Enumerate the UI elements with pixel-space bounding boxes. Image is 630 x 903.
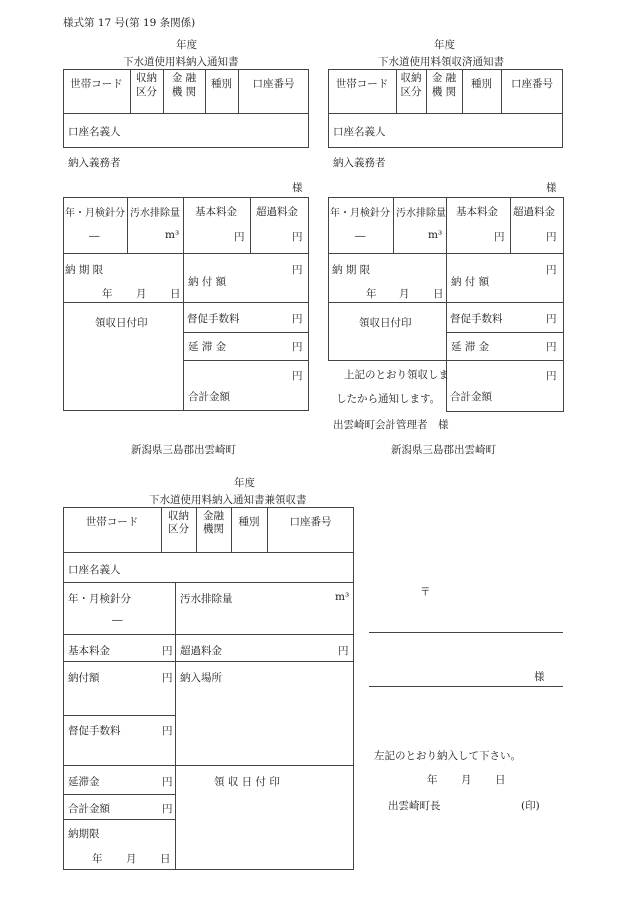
bottom-year-unit: 年 [92,853,103,865]
bottom-koza-label: 口座番号 [289,516,332,528]
left-shuno-label: 収納 [136,72,157,84]
bottom-gokei-yen: 円 [162,803,173,815]
right-ym-label: 年・月検針分 [330,208,390,219]
seal-mark: (印) [521,800,540,812]
address-year-unit: 年 [427,774,438,786]
right-title: 下水道使用料領収済通知書 [378,56,504,68]
left-kin-label: 金 融 [171,72,197,84]
right-day-unit: 日 [433,288,444,300]
left-entai-yen: 円 [292,341,303,353]
left-nofu-label: 納 付 額 [188,276,227,288]
right-kin-label: 金 融 [431,72,457,84]
left-kikan-label: 機 関 [171,86,197,98]
bottom-ym-label: 年・月検針分 [68,593,131,605]
left-choka-yen: 円 [292,231,303,243]
bottom-kubun-label: 区分 [168,523,189,535]
bottom-kikan-label: 機関 [203,523,224,535]
address-day-unit: 日 [495,774,506,786]
right-choka-label: 超過料金 [513,206,555,218]
right-meigi-label: 口座名義人 [333,126,386,138]
left-setai-label: 世帯コード [70,78,123,90]
right-gokei-label: 合計金額 [450,391,492,403]
right-entai-yen: 円 [546,341,557,353]
left-tokusoku-yen: 円 [292,313,303,325]
right-m3-unit: m³ [428,229,443,241]
postal-mark: 〒 [420,586,431,598]
right-kubun-label: 区分 [400,86,422,98]
bottom-nofu-yen: 円 [162,672,173,684]
right-tokusoku-yen: 円 [546,313,557,325]
bottom-day-unit: 日 [160,853,171,865]
bottom-entai-label: 延滞金 [68,776,100,788]
right-year-unit: 年 [366,288,377,300]
left-koza-label: 口座番号 [252,78,295,90]
left-meigi-label: 口座名義人 [68,126,121,138]
left-sama: 様 [292,182,303,194]
right-tokusoku-label: 督促手数料 [450,313,503,325]
left-kihon-yen: 円 [234,231,245,243]
left-ryoshu-label: 領収日付印 [95,317,148,329]
bottom-kinyu-label: 金融 [203,510,224,522]
bottom-basho-label: 納入場所 [180,672,222,684]
right-kihon-yen: 円 [494,231,505,243]
right-year: 年度 [434,39,455,51]
left-year-unit: 年 [102,288,113,300]
bottom-setai-label: 世帯コード [85,516,139,528]
right-note-line1: 上記のとおり領収しま [344,369,449,381]
right-gimusha-label: 納入義務者 [333,157,386,169]
bottom-choka-yen: 円 [338,645,349,657]
right-kikan-label: 機 関 [431,86,457,98]
bottom-kihon-yen: 円 [162,645,173,657]
bottom-tokusoku-label: 督促手数料 [68,725,121,737]
bottom-meigi-label: 口座名義人 [68,564,121,576]
address-line [369,632,563,633]
left-day-unit: 日 [170,288,181,300]
left-kihon-label: 基本料金 [195,206,237,218]
left-entai-label: 延 滞 金 [188,341,227,353]
bottom-ym-dash: ― [112,614,123,626]
left-town: 新潟県三島郡出雲崎町 [131,444,236,456]
bottom-gokei-label: 合計金額 [68,803,110,815]
form-number: 様式第 17 号(第 19 条関係) [63,17,196,29]
bottom-entai-yen: 円 [162,776,173,788]
left-ym-label: 年・月検針分 [65,208,125,219]
right-haisui-label: 汚水排除量 [396,208,446,219]
left-kubun-label: 区分 [136,86,157,98]
right-shuno-label: 収納 [400,72,422,84]
bottom-year: 年度 [234,477,255,489]
left-title: 下水道使用料納入通知書 [123,56,239,68]
left-haisui-label: 汚水排除量 [130,208,180,219]
left-shubetsu-label: 種別 [211,78,232,90]
right-note-line2: したから通知します。 [336,393,441,405]
right-ym-dash: ― [355,230,366,242]
mayor-label: 出雲崎町長 [388,800,441,812]
right-kihon-label: 基本料金 [456,206,498,218]
bottom-shuno-label: 収納 [168,510,189,522]
right-shubetsu-label: 種別 [471,78,492,90]
bottom-choka-label: 超過料金 [180,645,222,657]
bottom-nofu-label: 納付額 [68,672,100,684]
bottom-kigen-label: 納期限 [68,828,100,840]
right-month-unit: 月 [399,288,410,300]
left-tokusoku-label: 督促手数料 [187,313,240,325]
left-month-unit: 月 [136,288,147,300]
right-kanrisha: 出雲崎町会計管理者 様 [333,419,449,431]
right-entai-label: 延 滞 金 [451,341,490,353]
left-choka-label: 超過料金 [256,206,298,218]
bottom-tokusoku-yen: 円 [162,725,173,737]
right-ryoshu-label: 領収日付印 [359,317,412,329]
right-sama: 様 [546,182,557,194]
bottom-ryoshu-label: 領 収 日 付 印 [214,776,280,788]
bottom-month-unit: 月 [126,853,137,865]
left-nofu-yen: 円 [292,264,303,276]
left-gimusha-label: 納入義務者 [68,157,121,169]
right-nofu-label: 納 付 額 [451,276,490,288]
request-text: 左記のとおり納入して下さい。 [374,750,521,762]
address-sama: 様 [534,671,545,683]
bottom-shubetsu-label: 種別 [238,516,260,528]
left-kigen-label: 納 期 限 [65,264,104,276]
right-setai-label: 世帯コード [335,78,389,90]
left-gokei-label: 合計金額 [188,391,230,403]
bottom-m3-unit: m³ [335,591,350,603]
left-gokei-yen: 円 [292,370,303,382]
address-month-unit: 月 [461,774,472,786]
right-gokei-yen: 円 [546,370,557,382]
name-line [369,686,563,687]
left-year: 年度 [176,39,197,51]
bottom-haisui-label: 汚水排除量 [180,593,233,605]
right-choka-yen: 円 [546,231,557,243]
right-koza-label: 口座番号 [511,78,553,90]
bottom-title: 下水道使用料納入通知書兼領収書 [149,494,307,506]
right-nofu-yen: 円 [546,264,557,276]
left-ym-dash: ― [89,230,100,242]
right-town: 新潟県三島郡出雲崎町 [391,444,496,456]
right-kigen-label: 納 期 限 [332,264,371,276]
left-m3-unit: m³ [165,229,180,241]
bottom-kihon-label: 基本料金 [68,645,110,657]
